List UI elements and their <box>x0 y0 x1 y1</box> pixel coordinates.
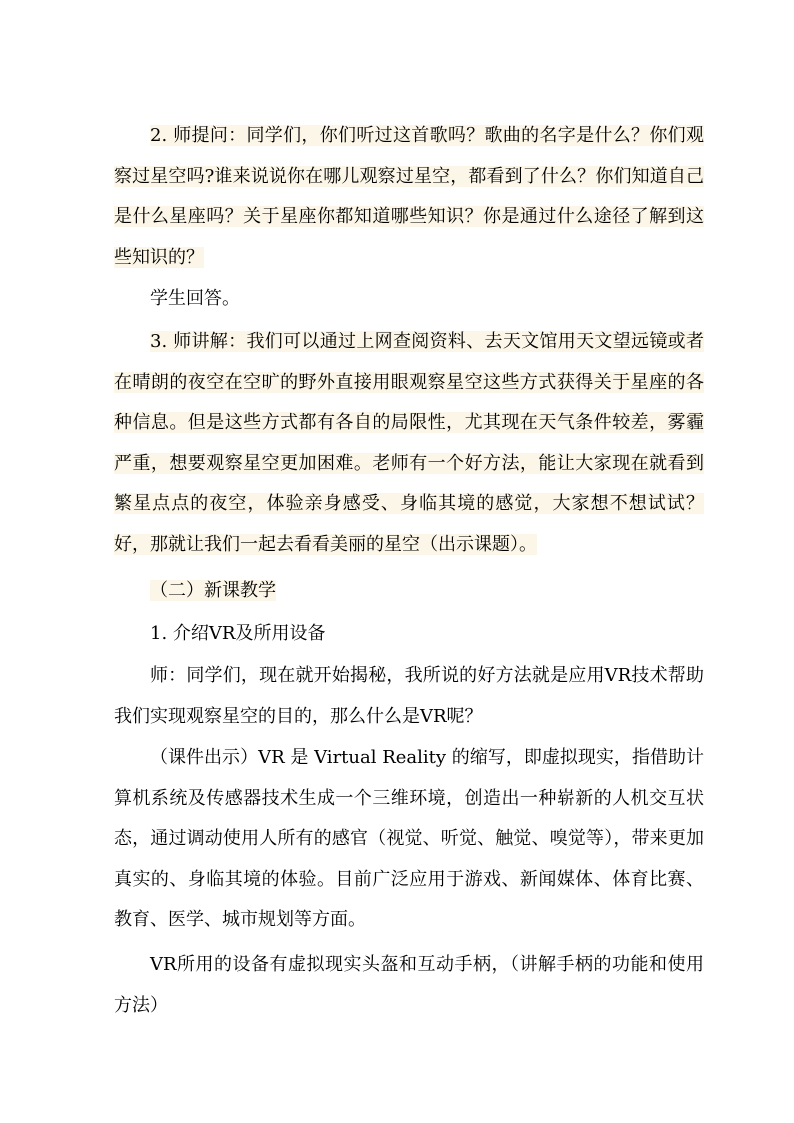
paragraph-student-answer <box>114 279 704 320</box>
paragraph-text: 2. 师提问：同学们，你们听过这首歌吗？歌曲的名字是什么？你们观察过星空吗?谁来说说你在哪儿观察过星空，都看到了什么？你们知道自己是什么星座吗？关于星座你都知道哪些知识？你是通过什么途径了解到这些知识的？ <box>114 125 704 268</box>
paragraph-teacher-reveal <box>114 656 704 737</box>
paragraph-vr-definition <box>114 738 704 941</box>
paragraph-teacher-question <box>114 116 704 278</box>
subheading-introduce-vr <box>114 614 704 655</box>
section-heading-new-lesson <box>114 571 704 612</box>
paragraph-text: （二）新课教学 <box>150 580 276 601</box>
paragraph-teacher-explain <box>114 322 704 565</box>
paragraph-text: （课件出示）VR 是 Virtual Reality 的缩写，即虚拟现实，指借助计算机系统及传感器技术生成一个三维环境，创造出一种崭新的人机交互状态，通过调动使用人所有的感官（视觉、听觉、触觉、嗅觉等），带来更加真实的、身临其境的体验。目前广泛应用于游戏、新闻媒体、体育比赛、教育、医学、城市规划等方面。 <box>114 747 704 930</box>
paragraph-text: 学生回答。 <box>150 288 240 309</box>
paragraph-vr-equipment <box>114 945 704 1026</box>
paragraph-text: 师：同学们，现在就开始揭秘，我所说的好方法就是应用VR技术帮助我们实现观察星空的目的，那么什么是VR呢？ <box>114 665 704 727</box>
paragraph-text: VR所用的设备有虚拟现实头盔和互动手柄，（讲解手柄的功能和使用方法） <box>114 954 704 1016</box>
paragraph-text: 3. 师讲解：我们可以通过上网查阅资料、去天文馆用天文望远镜或者在晴朗的夜空在空旷的野外直接用眼观察星空这些方式获得关于星座的各种信息。但是这些方式都有各自的局限性，尤其现在天气条件较差，雾霾严重，想要观察星空更加困难。老师有一个好方法，能让大家现在就看到繁星点点的夜空，体验亲身感受、身临其境的感觉，大家想不想试试？好，那就让我们一起去看看美丽的星空（出示课题）。 <box>114 331 704 555</box>
paragraph-text: 1. 介绍VR及所用设备 <box>150 623 326 644</box>
